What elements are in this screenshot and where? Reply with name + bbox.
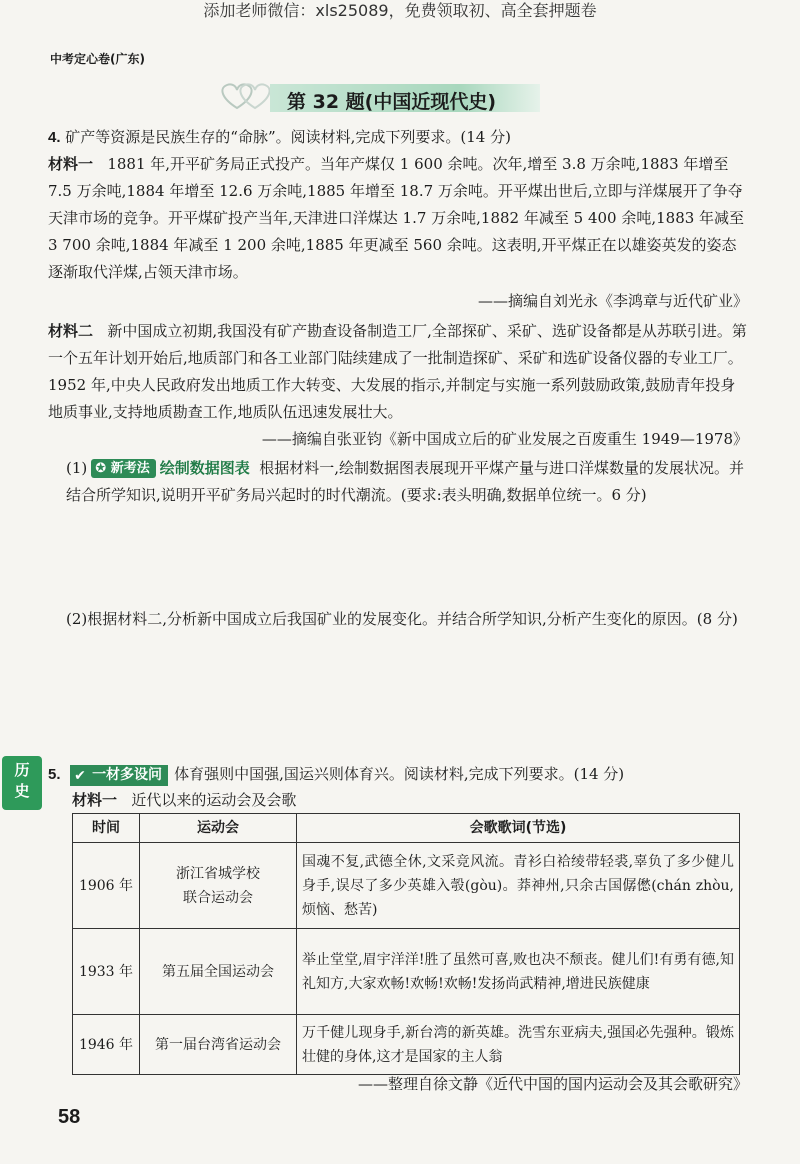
- table-row: [73, 929, 740, 1015]
- q5-number: 5.: [48, 766, 61, 783]
- section-title-banner: [215, 78, 540, 116]
- new-method-tag: [91, 459, 155, 478]
- q4-m2-source: ——摘编自张亚钧《新中国成立后的矿业发展之百废重生 1949—1978》: [261, 430, 748, 448]
- row-lyrics: 万千健儿现身手,新台湾的新英雄。洗雪东亚病夫,强国必先强种。锻炼壮健的身体,这才是国家的主人翁: [297, 1015, 740, 1075]
- q4-material-2: [48, 318, 748, 426]
- row-event-line-2: 联合运动会: [183, 889, 253, 906]
- q4-number: 4.: [48, 129, 61, 146]
- row-event: [140, 843, 297, 929]
- header-lyrics: 会歌歌词(节选): [297, 814, 740, 843]
- chart-task-label: 绘制数据图表: [159, 459, 250, 477]
- side-tab-char-1: 历: [14, 761, 30, 779]
- q4-material-1: [48, 151, 748, 286]
- q5-stem-text: 体育强则中国强,国运兴则体育兴。阅读材料,完成下列要求。(14 分): [174, 765, 625, 783]
- q4-part-2: (2)根据材料二,分析新中国成立后我国矿业的发展变化。并结合所学知识,分析产生变化的原因。(8 分): [66, 610, 738, 628]
- row-event: 第五届全国运动会: [140, 929, 297, 1015]
- row-year: 1946 年: [73, 1015, 140, 1075]
- check-icon: ✔: [74, 768, 86, 784]
- q4-p1-number: (1): [66, 459, 88, 477]
- q4-stem-text: 矿产等资源是民族生存的“命脉”。阅读材料,完成下列要求。(14 分): [65, 128, 511, 146]
- row-lyrics: 举止堂堂,眉宇洋洋!胜了虽然可喜,败也决不颓丧。健儿们!有勇有德,知礼知方,大家欢畅!欢畅!欢畅!发扬尚武精神,增进民族健康: [297, 929, 740, 1015]
- series-header: 中考定心卷(广东): [50, 52, 145, 66]
- row-event: 第一届台湾省运动会: [140, 1015, 297, 1075]
- row-year: 1933 年: [73, 929, 140, 1015]
- q4-m1-label: 材料一: [48, 155, 94, 173]
- multi-question-label: 一材多设问: [92, 767, 163, 783]
- lightbulb-icon: ✪: [95, 461, 107, 476]
- q5-material-1: [72, 787, 772, 814]
- new-method-label: 新考法: [110, 461, 150, 476]
- row-year: 1906 年: [73, 843, 140, 929]
- q4-m2-text: 新中国成立初期,我国没有矿产勘查设备制造工厂,全部探矿、采矿、选矿设备都是从苏联引进。第一个五年计划开始后,地质部门和各工业部门陆续建成了一批制造探矿、采矿和选矿设备仪器的专业工厂。1952 年,中央人民政府发出地质工作大转变、大发展的指示,并制定与实施一系列鼓励政策,鼓励青年投身地质事业,支持地质勘查工作,地质队伍迅速发展壮大。: [48, 322, 747, 421]
- row-lyrics: 国魂不复,武德全休,文采竞风流。青衫白袷绫带轻裘,辜负了多少健儿身手,误尽了多少英雄入彀(gòu)。莽神州,只余古国僝僽(chán zhòu,烦恼、愁苦): [297, 843, 740, 929]
- table-row: [73, 1015, 740, 1075]
- q5-m1-source: ——整理自徐文静《近代中国的国内运动会及其会歌研究》: [357, 1075, 748, 1093]
- section-title: 第 32 题(中国近现代史): [287, 91, 497, 113]
- multi-question-tag: [70, 765, 168, 786]
- q4-m1-text: 1881 年,开平矿务局正式投产。当年产煤仅 1 600 余吨。次年,增至 3.8 万余吨,1883 年增至 7.5 万余吨,1884 年增至 12.6 万余吨,1885 年增至 18.7 万余吨。开平煤出世后,立即与洋煤展开了争夺天津市场的竞争。开平煤矿投产当年,天津进口洋煤达 1.7 万余吨,1882 年减至 5 400 余吨,1883 年减至 3 700 余吨,1884 年减至 1 200 余吨,1885 年更减至 560 余吨。这表明,开平煤正在以雄姿英发的姿态逐渐取代洋煤,占领天津市场。: [48, 155, 745, 281]
- q4-part-1: [66, 455, 746, 509]
- side-tab-char-2: 史: [14, 782, 30, 800]
- anthem-table: [72, 813, 740, 1075]
- q4-stem: [48, 124, 748, 151]
- header-event: 运动会: [140, 814, 297, 843]
- header-time: 时间: [73, 814, 140, 843]
- q4-p1-text: 根据材料一,绘制数据图表展现开平煤产量与进口洋煤数量的发展状况。并结合所学知识,说明开平矿务局兴起时的时代潮流。(要求:表头明确,数据单位统一。6 分): [66, 459, 745, 504]
- table-row: [73, 843, 740, 929]
- q4-m1-source: ——摘编自刘光永《李鸿章与近代矿业》: [477, 292, 748, 310]
- row-event-line-1: 浙江省城学校: [176, 865, 260, 882]
- q5-m1-caption: 近代以来的运动会及会歌: [131, 791, 297, 809]
- q5-stem: [48, 761, 748, 788]
- page-number: 58: [58, 1106, 81, 1128]
- q5-m1-label: 材料一: [72, 791, 118, 809]
- table-header-row: [73, 814, 740, 843]
- watermark-banner: 添加老师微信：xls25089，免费领取初、高全套押题卷: [203, 1, 597, 20]
- subject-side-tab: [2, 756, 42, 810]
- q4-m2-label: 材料二: [48, 322, 94, 340]
